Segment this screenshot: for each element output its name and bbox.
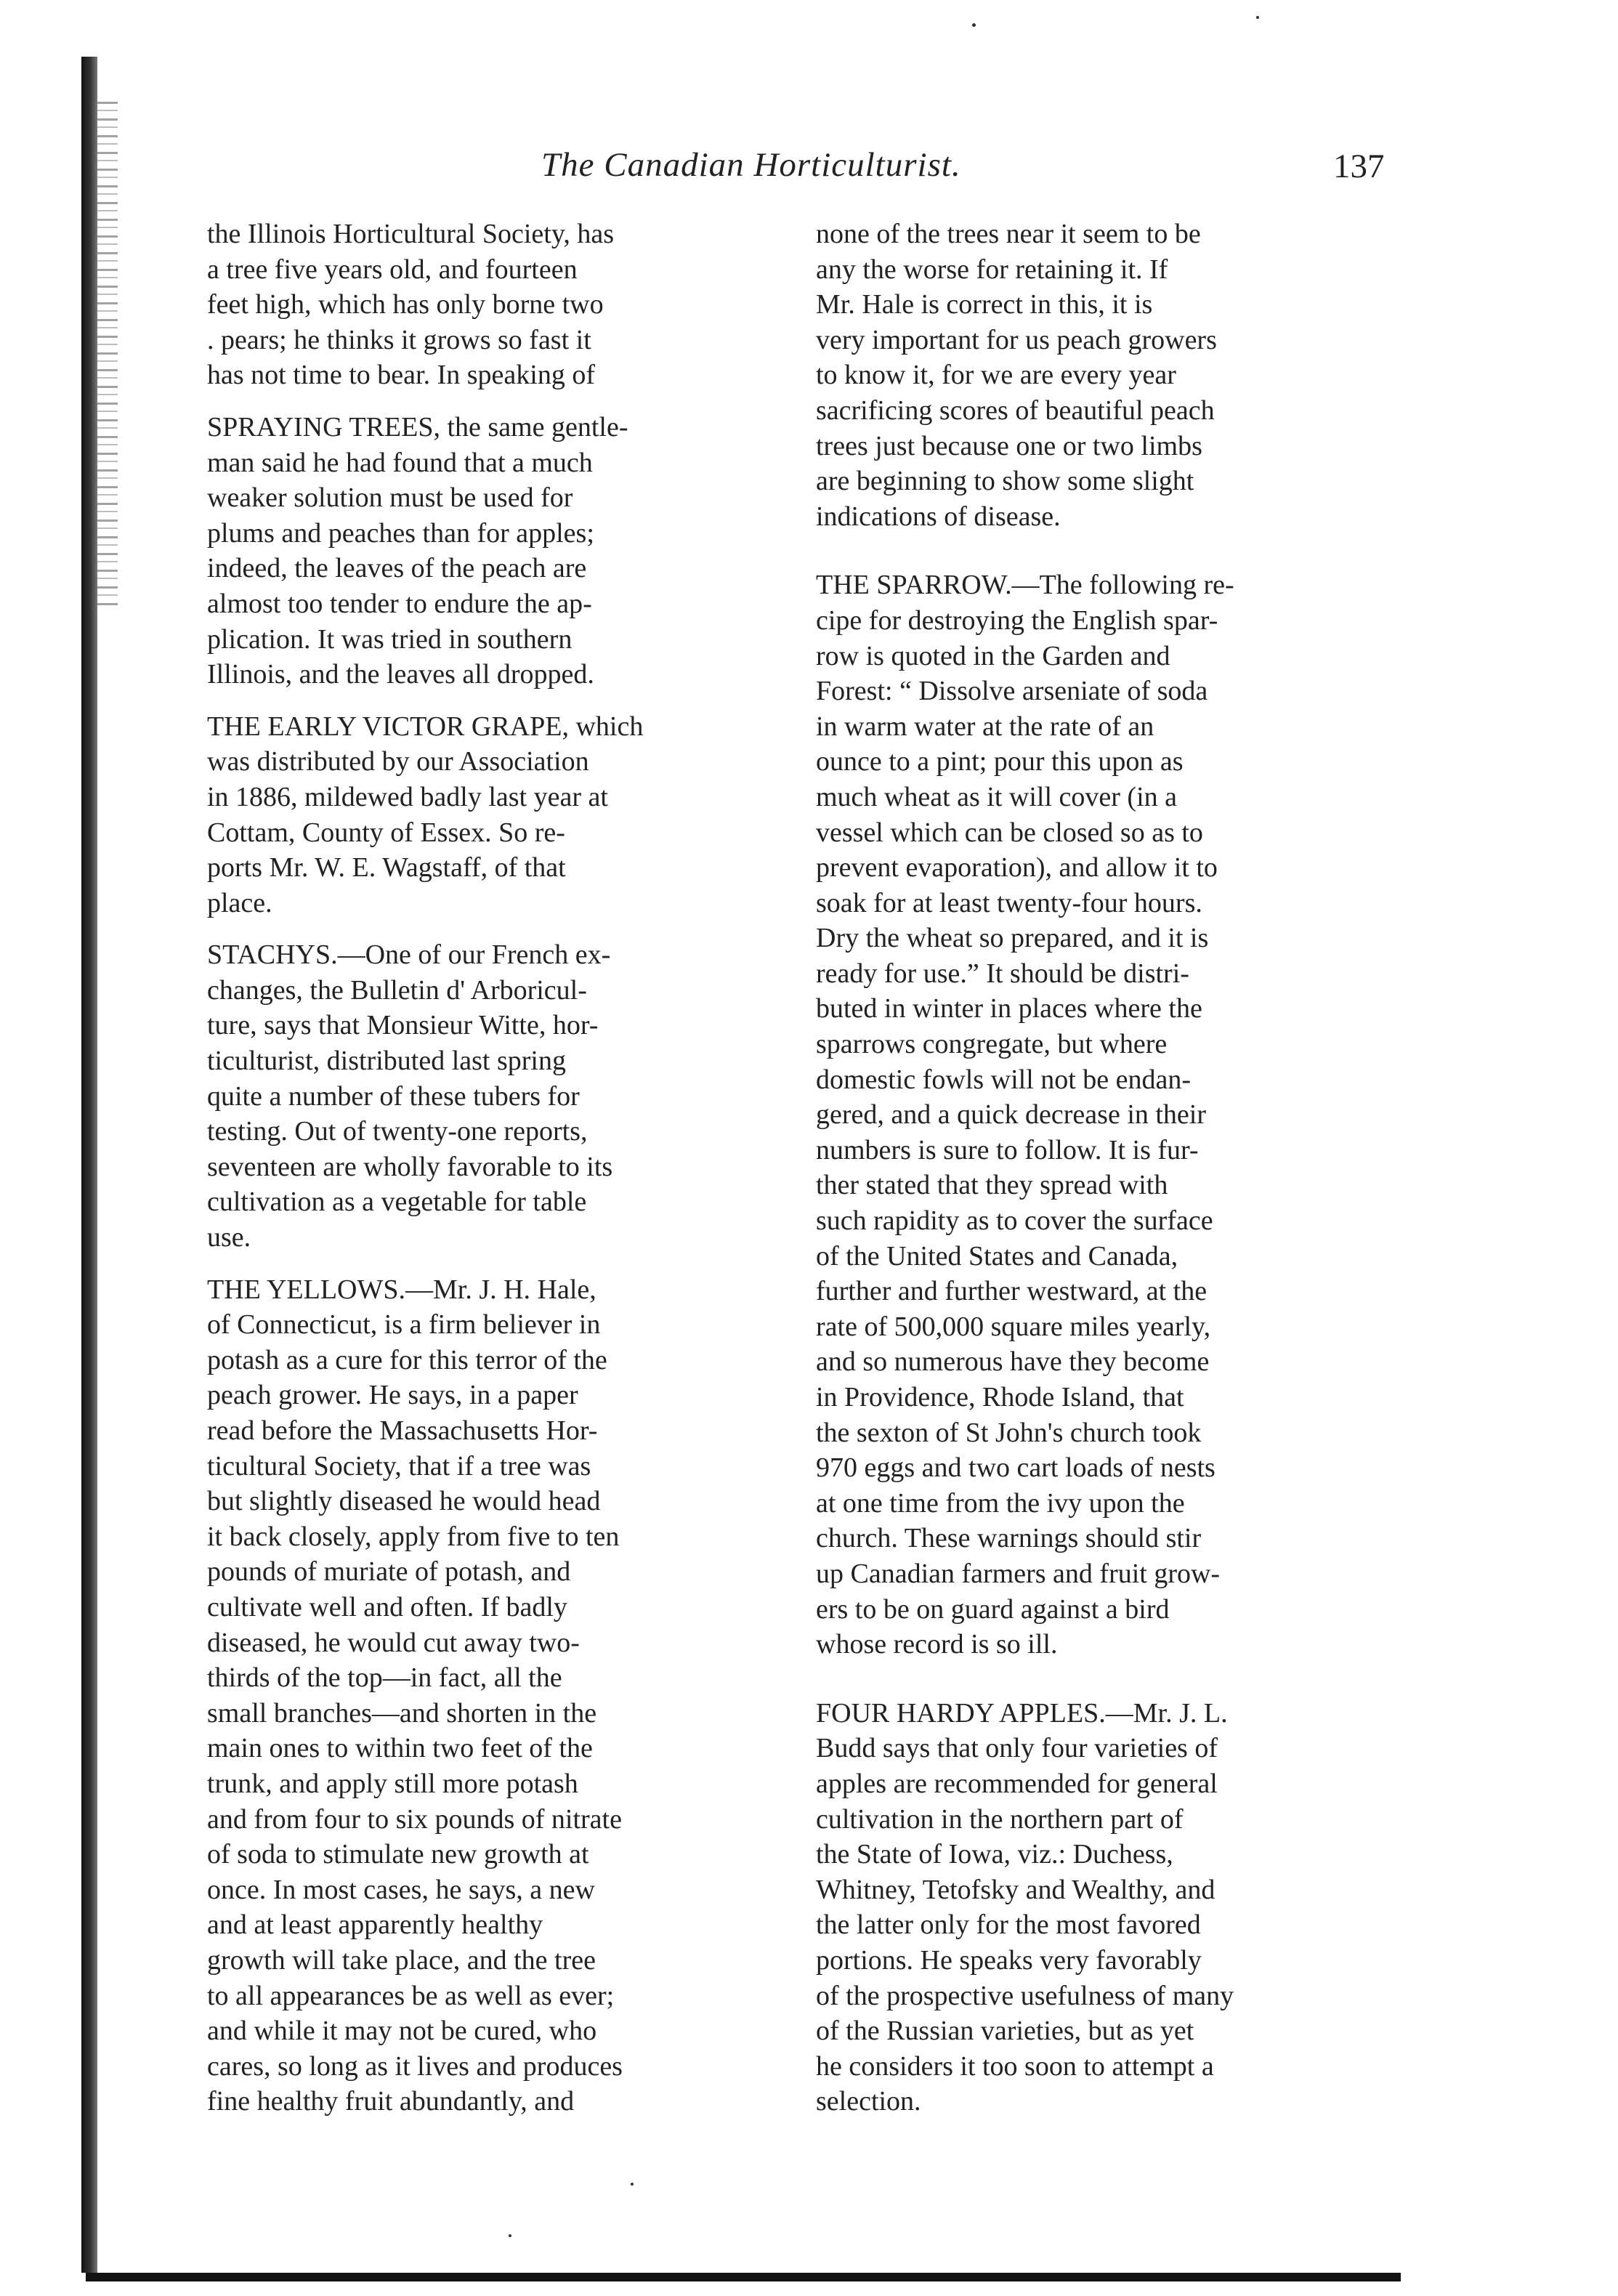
text-line: pounds of muriate of potash, and	[207, 1556, 571, 1588]
scan-speck	[631, 2183, 634, 2186]
text-line: row is quoted in the Garden and	[816, 640, 1170, 671]
text-line: and at least apparently healthy	[207, 1909, 543, 1941]
text-line: are beginning to show some slight	[816, 466, 1194, 497]
text-line: diseased, he would cut away two-	[207, 1627, 580, 1658]
paragraph-gap	[207, 393, 785, 410]
text-line: selection.	[816, 2086, 921, 2117]
text-line: ther stated that they spread with	[816, 1170, 1168, 1201]
scan-speck	[509, 2234, 511, 2237]
text-line: buted in winter in places where the	[816, 993, 1202, 1024]
text-line: sparrows congregate, but where	[816, 1029, 1168, 1060]
text-line: Cottam, County of Essex. So re-	[207, 817, 565, 848]
text-line: sacrificing scores of beautiful peach	[816, 395, 1215, 426]
text-line: trees just because one or two limbs	[816, 430, 1202, 461]
scan-speck	[1256, 16, 1259, 19]
paragraph-gap	[816, 1662, 1390, 1679]
scan-speck	[972, 23, 976, 27]
text-line: any the worse for retaining it. If	[816, 254, 1168, 285]
text-line: STACHYS.—One of our French ex-	[207, 939, 611, 971]
text-line: in 1886, mildewed badly last year at	[207, 781, 608, 812]
text-line: Illinois, and the leaves all dropped.	[207, 659, 594, 690]
text-line: cipe for destroying the English spar-	[816, 605, 1218, 636]
text-line: THE SPARROW.—The following re-	[816, 570, 1234, 601]
text-line: changes, the Bulletin d' Arboricul-	[207, 974, 587, 1006]
text-line: cultivation in the northern part of	[816, 1803, 1184, 1835]
text-line: it back closely, apply from five to ten	[207, 1521, 620, 1552]
text-line: plums and peaches than for apples;	[207, 517, 594, 549]
text-line: further and further westward, at the	[816, 1276, 1208, 1307]
text-line: ticultural Society, that if a tree was	[207, 1450, 591, 1482]
text-line: and while it may not be cured, who	[207, 2016, 597, 2047]
text-line: and so numerous have they become	[816, 1346, 1210, 1378]
text-line: portions. He speaks very favorably	[816, 1944, 1202, 1976]
text-line: vessel which can be closed so as to	[816, 817, 1203, 848]
paragraph-gap	[816, 551, 1390, 567]
text-line: very important for us peach growers	[816, 324, 1217, 355]
text-line: was distributed by our Association	[207, 746, 589, 777]
text-line: potash as a cure for this terror of the	[207, 1344, 607, 1375]
paragraph-gap	[207, 921, 785, 937]
text-line: such rapidity as to cover the surface	[816, 1205, 1213, 1237]
text-line: gered, and a quick decrease in their	[816, 1099, 1207, 1131]
text-line: ture, says that Monsieur Witte, hor-	[207, 1010, 599, 1041]
text-line: church. These warnings should stir	[816, 1523, 1202, 1554]
page-header	[0, 145, 1618, 196]
text-line: SPRAYING TREES, the same gentle-	[207, 411, 628, 442]
text-line: of the United States and Canada,	[816, 1240, 1178, 1272]
text-line: cultivate well and often. If badly	[207, 1591, 567, 1622]
text-line: main ones to within two feet of the	[207, 1733, 593, 1764]
text-line: almost too tender to endure the ap-	[207, 588, 592, 619]
text-line: ready for use.” It should be distri-	[816, 958, 1189, 989]
text-line: has not time to bear. In speaking of	[207, 360, 595, 391]
text-line: . pears; he thinks it grows so fast it	[207, 324, 591, 355]
text-line: Whitney, Tetofsky and Wealthy, and	[816, 1874, 1215, 1905]
scan-binding-edge	[81, 57, 97, 2273]
text-line: of soda to stimulate new growth at	[207, 1839, 589, 1870]
text-line: Budd says that only four varieties of	[816, 1733, 1218, 1764]
text-line: much wheat as it will cover (in a	[816, 781, 1178, 812]
text-line: feet high, which has only borne two	[207, 289, 604, 320]
text-line: numbers is sure to follow. It is fur-	[816, 1134, 1199, 1165]
text-line: quite a number of these tubers for	[207, 1080, 580, 1112]
text-line: soak for at least twenty-four hours.	[816, 887, 1202, 918]
text-line: FOUR HARDY APPLES.—Mr. J. L.	[816, 1697, 1228, 1729]
page-number: 137	[1333, 147, 1385, 185]
text-line: the Illinois Horticultural Society, has	[207, 219, 615, 249]
text-line: man said he had found that a much	[207, 447, 593, 478]
text-line: peach grower. He says, in a paper	[207, 1380, 578, 1411]
text-line: 970 eggs and two cart loads of nests	[816, 1452, 1215, 1484]
text-line: to all appearances be as well as ever;	[207, 1980, 615, 2011]
text-line: of the prospective usefulness of many	[816, 1980, 1234, 2011]
text-line: seventeen are wholly favorable to its	[207, 1151, 613, 1182]
text-line: ers to be on guard against a bird	[816, 1593, 1170, 1625]
text-line: weaker solution must be used for	[207, 482, 573, 514]
text-line: to know it, for we are every year	[816, 360, 1176, 391]
text-line: ports Mr. W. E. Wagstaff, of that	[207, 852, 566, 884]
text-line: prevent evaporation), and allow it to	[816, 852, 1218, 884]
text-line: whose record is so ill.	[816, 1629, 1058, 1660]
paragraph-gap	[207, 692, 785, 709]
text-line: apples are recommended for general	[816, 1768, 1218, 1799]
text-line: of Connecticut, is a firm believer in	[207, 1309, 601, 1341]
left-text-column	[207, 217, 785, 2119]
text-line: the sexton of St John's church took	[816, 1417, 1202, 1448]
text-line: growth will take place, and the tree	[207, 1944, 596, 1976]
text-line: and from four to six pounds of nitrate	[207, 1803, 622, 1835]
text-line: ticulturist, distributed last spring	[207, 1046, 566, 1077]
text-line: the State of Iowa, viz.: Duchess,	[816, 1839, 1173, 1870]
text-line: domestic fowls will not be endan-	[816, 1064, 1192, 1095]
text-line: small branches—and shorten in the	[207, 1697, 597, 1729]
right-text-column	[816, 217, 1390, 2119]
text-line: but slightly diseased he would head	[207, 1486, 601, 1517]
text-line: up Canadian farmers and fruit grow-	[816, 1558, 1221, 1589]
text-line: in warm water at the rate of an	[816, 711, 1154, 742]
text-line: ounce to a pint; pour this upon as	[816, 746, 1184, 777]
text-line: indeed, the leaves of the peach are	[207, 553, 587, 584]
text-line: of the Russian varieties, but as yet	[816, 2016, 1194, 2047]
text-line: indications of disease.	[816, 501, 1061, 532]
text-line: he considers it too soon to attempt a	[816, 2050, 1214, 2082]
paragraph-gap	[816, 534, 1390, 551]
text-line: fine healthy fruit abundantly, and	[207, 2086, 575, 2117]
text-line: testing. Out of twenty-one reports,	[207, 1116, 588, 1147]
paragraph-gap	[207, 1256, 785, 1272]
text-line: THE EARLY VICTOR GRAPE, which	[207, 711, 644, 742]
scan-bottom-edge	[86, 2273, 1401, 2281]
text-line: plication. It was tried in southern	[207, 623, 573, 655]
text-line: once. In most cases, he says, a new	[207, 1874, 595, 1905]
text-line: THE YELLOWS.—Mr. J. H. Hale,	[207, 1274, 596, 1305]
paragraph-gap	[816, 1679, 1390, 1696]
text-line: trunk, and apply still more potash	[207, 1768, 578, 1799]
text-line: cultivation as a vegetable for table	[207, 1187, 587, 1218]
text-line: place.	[207, 887, 272, 918]
text-line: Dry the wheat so prepared, and it is	[816, 923, 1209, 954]
text-line: Forest: “ Dissolve arseniate of soda	[816, 676, 1208, 707]
text-line: read before the Massachusetts Hor-	[207, 1415, 598, 1446]
text-line: the latter only for the most favored	[816, 1909, 1201, 1941]
text-line: at one time from the ivy upon the	[816, 1487, 1185, 1519]
text-line: cares, so long as it lives and produces	[207, 2050, 623, 2082]
text-line: in Providence, Rhode Island, that	[816, 1382, 1184, 1412]
running-title: The Canadian Horticulturist.	[541, 146, 961, 184]
text-line: rate of 500,000 square miles yearly,	[816, 1311, 1211, 1342]
text-line: none of the trees near it seem to be	[816, 219, 1201, 249]
text-line: Mr. Hale is correct in this, it is	[816, 289, 1153, 320]
text-line: a tree five years old, and fourteen	[207, 254, 578, 285]
text-line: thirds of the top—in fact, all the	[207, 1662, 562, 1694]
text-line: use.	[207, 1222, 251, 1253]
